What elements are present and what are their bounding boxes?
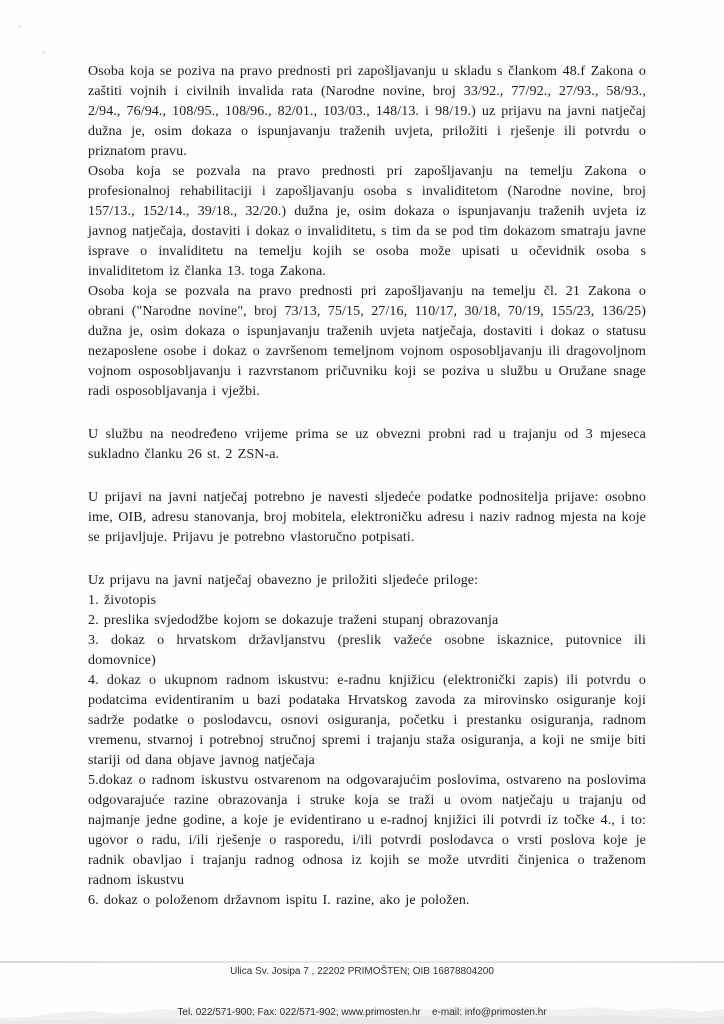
attachment-item-diploma: 2. preslika svjedodžbe kojom se dokazuje traženi stupanj obrazovanja (88, 613, 499, 628)
attachment-item-work-record: 4. dokaz o ukupnom radnom iskustvu: e-radnu knjižicu (elektronički zapis) ili potvrdu o podatcima evidentiranim u bazi podataka Hrvatskog zavoda za mirovinsko osiguranje koji sadrže podatke o poslodavcu, osnovi osiguranja, početku i prestanku osiguranja, radnom vremenu, stvarnoj i potrebnoj stručnoj spremi i trajanju staža osiguranja, a koji ne smije biti stariji od dana objave javnog natječaja (88, 673, 646, 768)
paragraph-priority-veterans-law: Osoba koja se poziva na pravo prednosti pri zapošljavanju u skladu s člankom 48.f Zakona o zaštiti vojnih i civilnih invalida rata (Narodne novine, broj 33/92., 77/92., 27/93., 58/93., 2/94., 76/94., 108/95., 108/96., 82/01., 103/03., 148/13. i 98/19.) uz prijavu na javni natječaj dužna je, osim dokaza o ispunjavanju traženih uvjeta, priložiti i rješenje ili potvrdu o priznatom pravu. (88, 64, 646, 159)
page-footer (0, 938, 724, 1024)
paragraph-priority-rehabilitation-law: Osoba koja se pozvala na pravo prednosti pri zapošljavanju na temelju Zakona o profesionalnoj rehabilitaciji i zapošljavanju osoba s invaliditetom (Narodne novine, broj 157/13., 152/14., 39/18., 32/20.) dužna je, osim dokaza o ispunjavanju traženih uvjeta iz javnog natječaja, dostaviti i dokaz o invaliditetu, s tim da se pod tim dokazom smatraju javne isprave o invaliditetu na temelju kojih se osoba može upisati u očevidnik osoba s invaliditetom iz članka 13. toga Zakona. (88, 164, 646, 279)
paragraph-application-info: U prijavi na javni natječaj potrebno je navesti sljedeće podatke podnositelja prijave: osobno ime, OIB, adresu stanovanja, broj mobitela, elektroničku adresu i naziv radnog mjesta na koje se prijavljuje. Prijavu je potrebno vlastoručno potpisati. (88, 490, 646, 545)
scan-noise-speck (42, 51, 45, 54)
paragraph-priority-defense-law: Osoba koja se pozvala na pravo prednosti pri zapošljavanju na temelju čl. 21 Zakona o obrani ("Narodne novine", broj 73/13, 75/15, 27/16, 110/17, 30/18, 70/19, 155/23, 136/25) dužna je, osim dokaza o ispunjavanju traženih uvjeta natječaja, dostaviti i dokaz o statusu nezaposlene osobe i dokaz o završenom temeljnom vojnom osposobljavanju ili dragovoljnom vojnom osposobljavanju i razvrstanom pričuvniku koji se poziva u službu u Oružane snage radi osposobljavanja i vježbi. (88, 284, 646, 399)
attachment-item-cv: 1. životopis (88, 593, 157, 608)
footer-contact: Tel. 022/571-900; Fax: 022/571-902; www.primosten.hr e-mail: info@primosten.hr (177, 1006, 547, 1018)
attachments-list (88, 591, 646, 911)
attachment-item-work-experience: 5.dokaz o radnom iskustvu ostvarenom na odgovarajućim poslovima, ostvareno na poslovima odgovarajuće razine obrazovanja i struke koja se traži u ovom natječaju u trajanju od najmanje jedne godine, a koje je evidentirano u e-radnoj knjižici ili potvrdi iz točke 4., i to: ugovor o radu, i/ili rješenje o rasporedu, i/ili potvrdi poslodavca o vrsti poslova koje je radnik obavljao i trajanju radnog odnosa iz kojih se može utvrditi činjenica o traženom radnom iskustvu (88, 773, 646, 888)
attachments-intro: Uz prijavu na javni natječaj obavezno je priložiti sljedeće priloge: (88, 573, 479, 588)
attachment-item-citizenship: 3. dokaz o hrvatskom državljanstvu (preslik važeće osobne iskaznice, putovnice ili domovnice) (88, 633, 646, 668)
scan-noise-speck (18, 25, 21, 28)
document-body (88, 62, 646, 911)
footer-address: Ulica Sv. Josipa 7 , 22202 PRIMOŠTEN; OIB 16878804200 (230, 966, 494, 977)
attachment-item-state-exam: 6. dokaz o položenom državnom ispitu I. razine, ako je položen. (88, 893, 470, 908)
paragraph-probation-period: U službu na neodređeno vrijeme prima se uz obvezni probni rad u trajanju od 3 mjeseca sukladno članku 26 st. 2 ZSN-a. (88, 427, 646, 462)
